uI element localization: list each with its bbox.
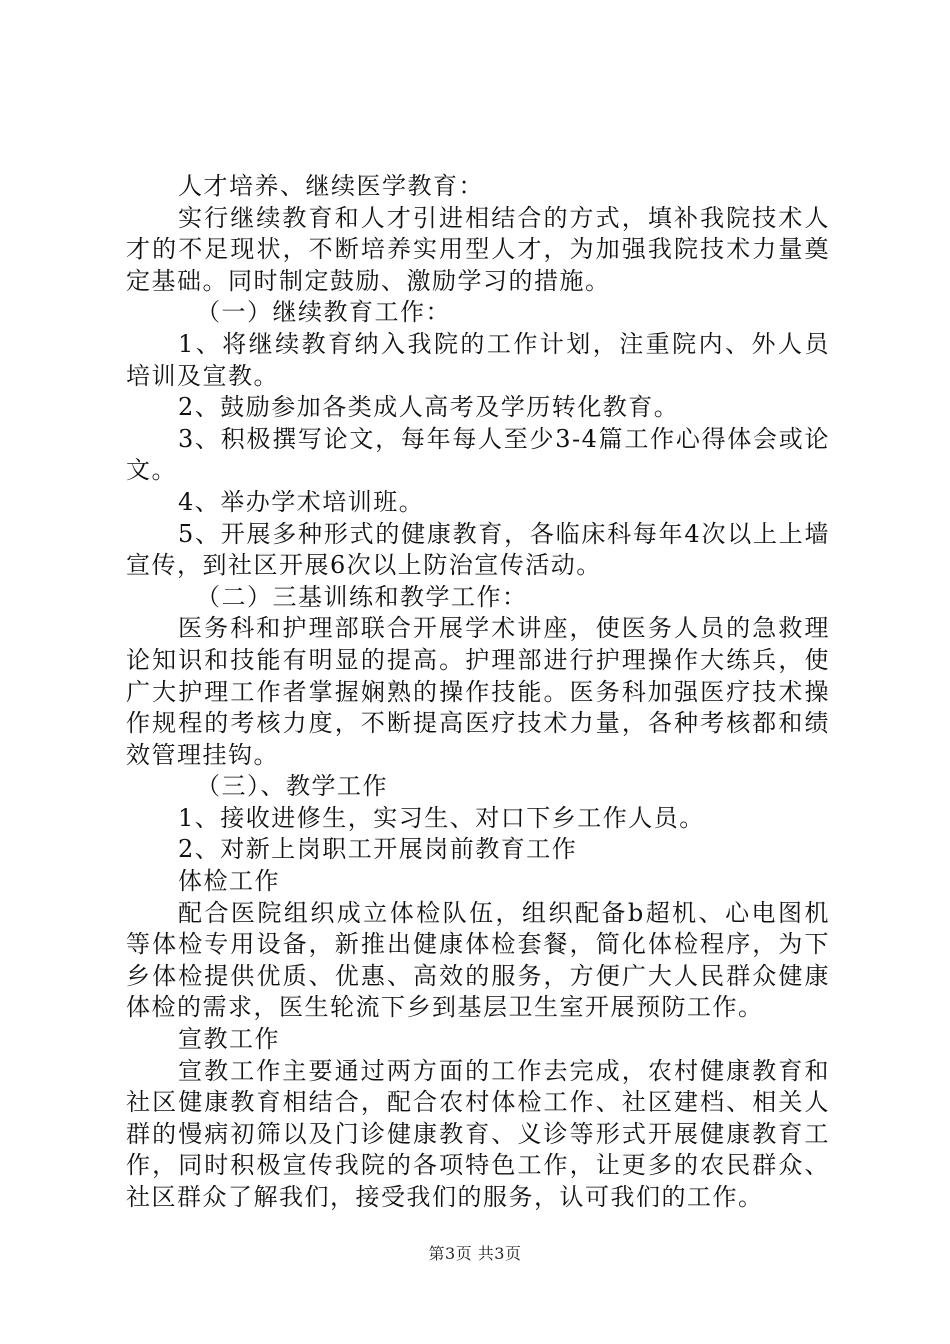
- paragraph: 宣教工作主要通过两方面的工作去完成，农村健康教育和社区健康教育相结合，配合农村体检工作、社区建档、相关人群的慢病初筛以及门诊健康教育、义诊等形式开展健康教育工作，同时积极宣传我院的各项特色工作，让更多的农民群众、社区群众了解我们，接受我们的服务，认可我们的工作。: [126, 1056, 830, 1211]
- paragraph: （一）继续教育工作：: [196, 298, 451, 327]
- page-footer: 第3页 共3页: [428, 1244, 522, 1263]
- paragraph: 实行继续教育和人才引进相结合的方式，填补我院技术人才的不足现状，不断培养实用型人才，为加强我院技术力量奠定基础。同时制定鼓励、激励学习的措施。: [126, 203, 830, 295]
- paragraph: 2、鼓励参加各类成人高考及学历转化教育。: [178, 393, 680, 422]
- paragraph: 5、开展多种形式的健康教育，各临床科每年4次以上上墙宣传，到社区开展6次以上防治宣传活动。: [126, 519, 830, 580]
- paragraph: 1、将继续教育纳入我院的工作计划，注重院内、外人员培训及宣教。: [126, 329, 830, 390]
- paragraph: 医务科和护理部联合开展学术讲座，使医务人员的急救理论知识和技能有明显的提高。护理部进行护理操作大练兵，使广大护理工作者掌握娴熟的操作技能。医务科加强医疗技术操作规程的考核力度，不断提高医疗技术力量，各种考核都和绩效管理挂钩。: [126, 614, 830, 769]
- paragraph: 1、接收进修生，实习生、对口下乡工作人员。: [178, 803, 705, 832]
- paragraph: 人才培养、继续医学教育：: [178, 172, 484, 200]
- paragraph: （二）三基训练和教学工作：: [196, 582, 528, 611]
- paragraph: 2、对新上岗职工开展岗前教育工作: [178, 835, 578, 864]
- paragraph: （三）、教学工作: [196, 772, 388, 801]
- document-body: [126, 171, 830, 1214]
- paragraph: 4、举办学术培训班。: [178, 487, 425, 516]
- paragraph: 体检工作: [178, 867, 280, 896]
- paragraph: 宣教工作: [178, 1025, 280, 1054]
- paragraph: 配合医院组织成立体检队伍，组织配备b超机、心电图机等体检专用设备，新推出健康体检套餐，简化体检程序，为下乡体检提供优质、优惠、高效的服务，方便广大人民群众健康体检的需求，医生轮流下乡到基层卫生室开展预防工作。: [126, 898, 830, 1022]
- paragraph: 3、积极撰写论文，每年每人至少3-4篇工作心得体会或论文。: [126, 424, 830, 485]
